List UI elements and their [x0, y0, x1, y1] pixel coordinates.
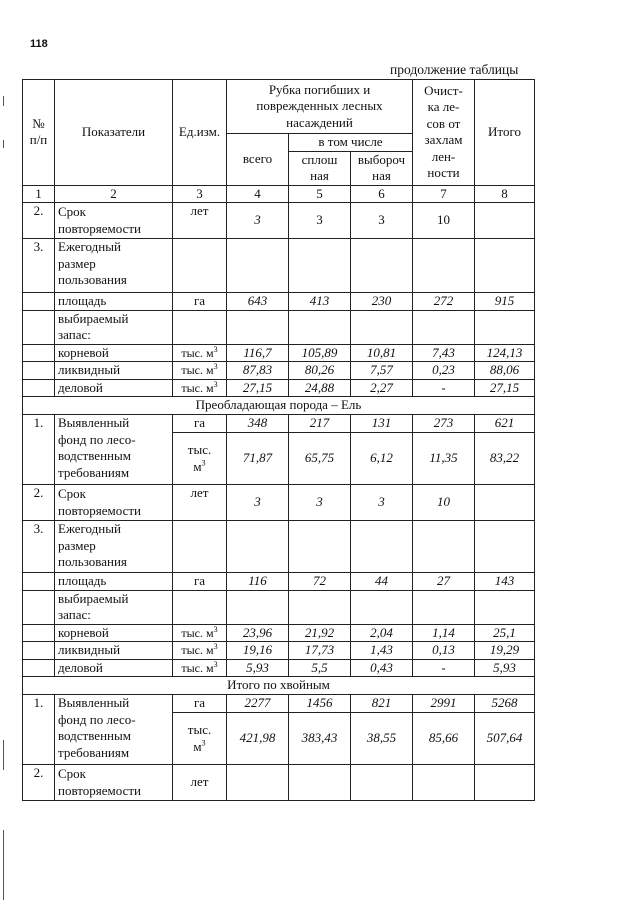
- table-row: 2. Срок повторяемости лет 3 3 3 10: [23, 485, 535, 521]
- header-solid: сплош ная: [289, 151, 351, 185]
- colnum: 5: [289, 185, 351, 203]
- edge-mark: [3, 140, 4, 148]
- table-row: площадь га 116 72 44 27 143: [23, 573, 535, 591]
- table-row: тыс. $м^3$ 421,98 383,43 38,55 85,66 507,64: [23, 713, 535, 765]
- continuation-caption: продолжение таблицы: [390, 62, 519, 77]
- table-row: ликвидный тыс. $м^3$ 87,83 80,26 7,57 0,23 88,06: [23, 362, 535, 380]
- table-row: тыс. $м^3$ 71,87 65,75 6,12 11,35 83,22: [23, 433, 535, 485]
- colnum: 4: [227, 185, 289, 203]
- table-row: корневой тыс. $м^3$ 23,96 21,92 2,04 1,14 25,1: [23, 624, 535, 642]
- table-row: деловой тыс. $м^3$ 27,15 24,88 2,27 - 27,15: [23, 379, 535, 397]
- header-including: в том числе: [289, 134, 413, 152]
- header-indicators: Показатели: [55, 80, 173, 186]
- table-row: 2. Срок повторяемости лет: [23, 765, 535, 801]
- table-row: выбираемый запас:: [23, 590, 535, 624]
- table-row: 2. Срок повторяемости лет 3 3 3 10: [23, 203, 535, 239]
- colnum: 8: [475, 185, 535, 203]
- header-total: Итого: [475, 80, 535, 186]
- header-felling: Рубка погибших и поврежденных лесных насаждений: [227, 80, 413, 134]
- colnum: 7: [413, 185, 475, 203]
- header-unit: Ед.изм.: [173, 80, 227, 186]
- colnum: 1: [23, 185, 55, 203]
- data-table: [22, 79, 535, 801]
- section-spruce: Преобладающая порода – Ель: [23, 397, 535, 415]
- section-conifer: Итого по хвойным: [23, 677, 535, 695]
- table-row: 3. Ежегодный размер пользования: [23, 239, 535, 293]
- colnum: 3: [173, 185, 227, 203]
- table-row: выбираемый запас:: [23, 310, 535, 344]
- page-number: 118: [30, 38, 48, 50]
- table-row: корневой тыс. $м^3$ 116,7 105,89 10,81 7,43 124,13: [23, 344, 535, 362]
- header-selective: выбороч ная: [351, 151, 413, 185]
- table-row: 3. Ежегодный размер пользования: [23, 521, 535, 573]
- table-row: площадь га 643 413 230 272 915: [23, 293, 535, 311]
- edge-mark: [3, 96, 4, 106]
- header-cleaning: Очист- ка ле- сов от захлам лен- ности: [413, 80, 475, 186]
- table-row: 1. Выявленный фонд по лесо- водственным требованиям га 348 217 131 273 621: [23, 415, 535, 433]
- table-row: 1. Выявленный фонд по лесо- водственным требованиям га 2277 1456 821 2991 5268: [23, 695, 535, 713]
- edge-mark: [3, 830, 4, 900]
- edge-mark: [3, 740, 4, 770]
- header-total-all: всего: [227, 134, 289, 186]
- colnum: 6: [351, 185, 413, 203]
- header-num: № п/п: [23, 80, 55, 186]
- table-row: деловой тыс. $м^3$ 5,93 5,5 0,43 - 5,93: [23, 659, 535, 677]
- table-row: ликвидный тыс. $м^3$ 19,16 17,73 1,43 0,13 19,29: [23, 642, 535, 660]
- colnum: 2: [55, 185, 173, 203]
